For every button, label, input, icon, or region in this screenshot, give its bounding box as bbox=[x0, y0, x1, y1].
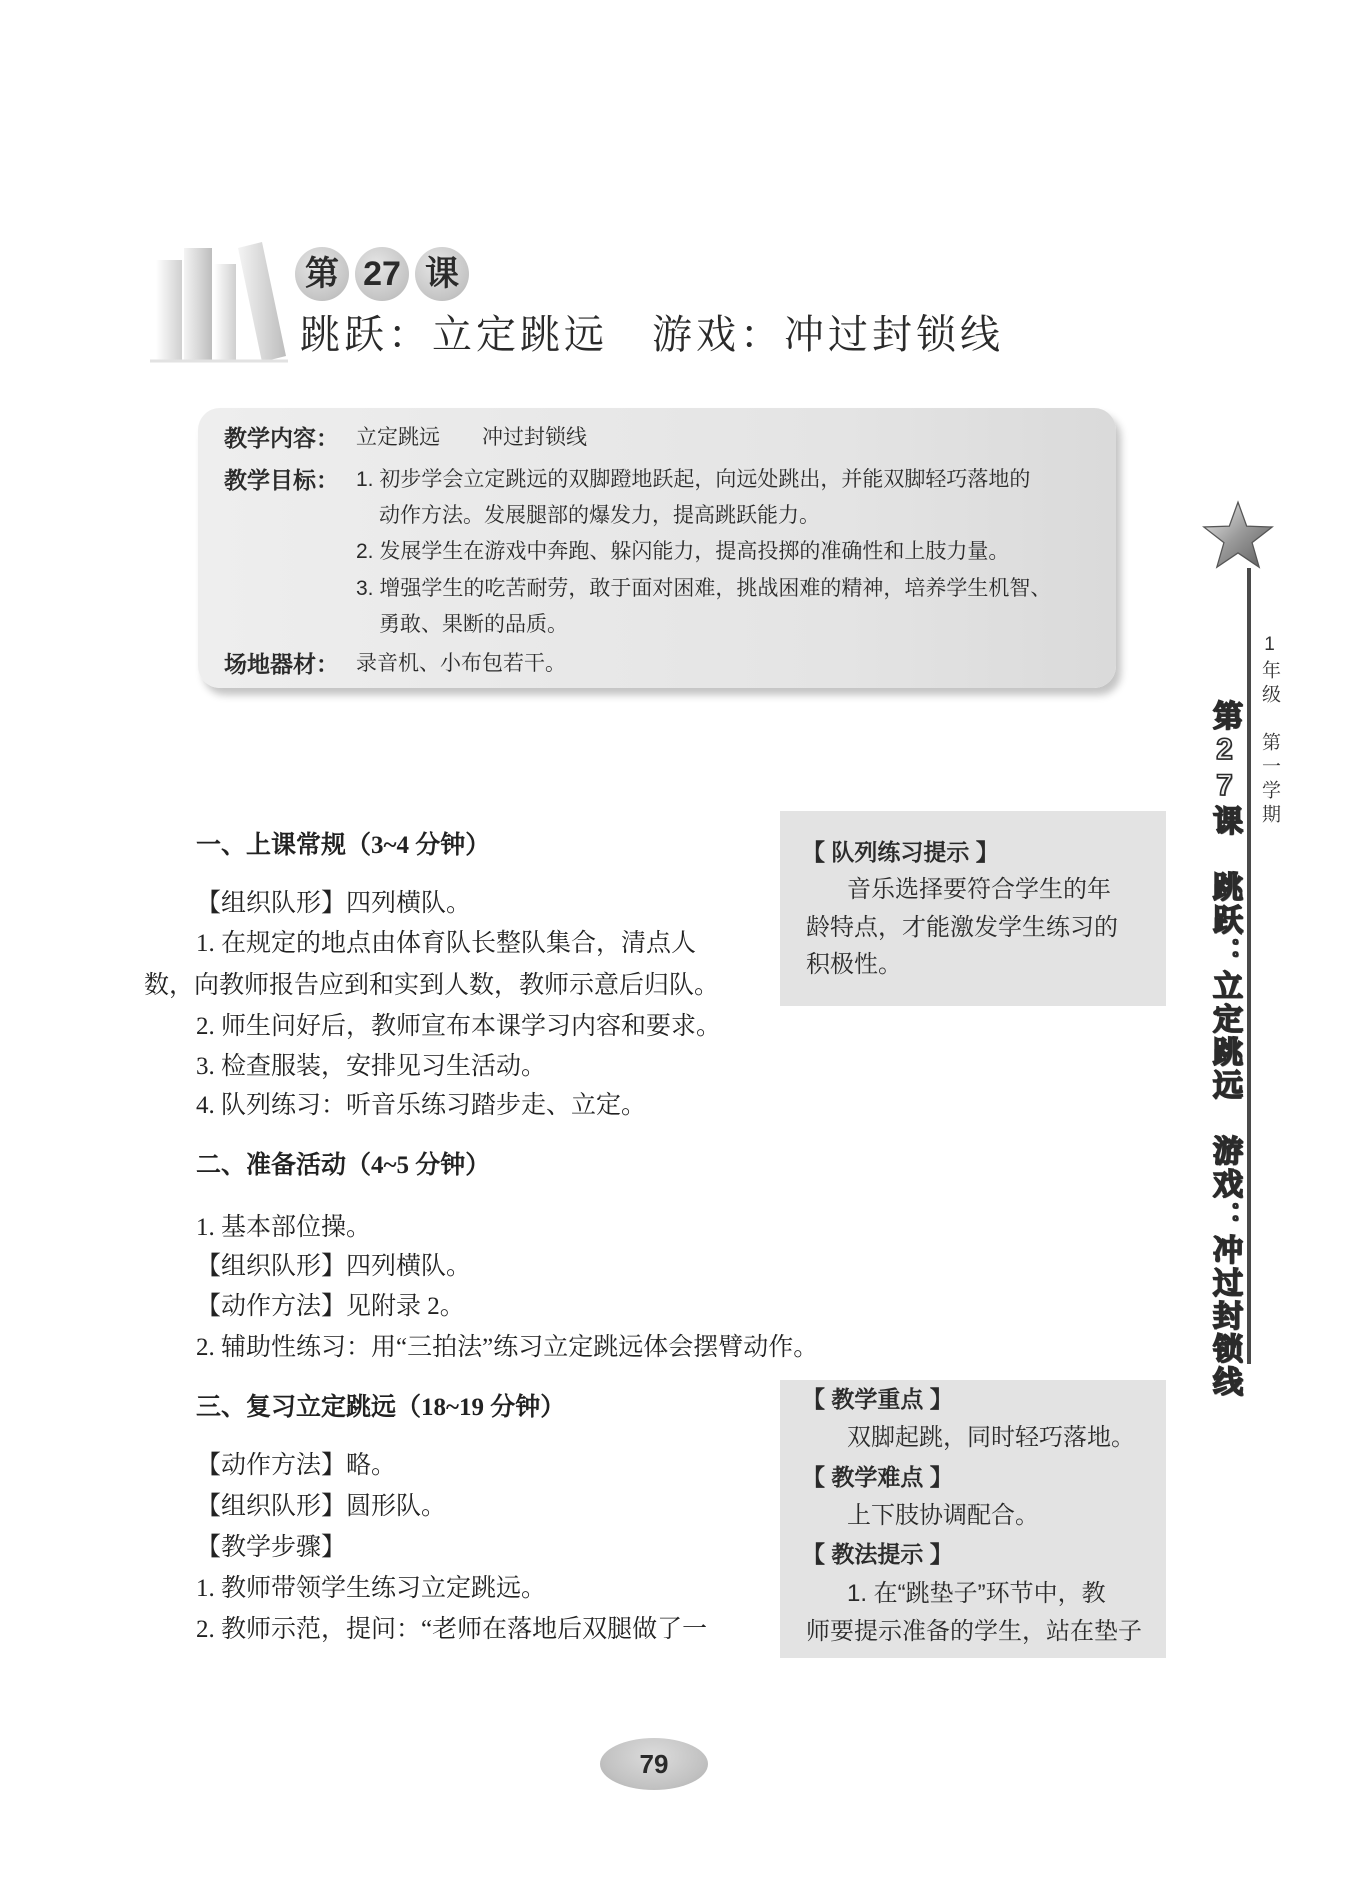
difficulty-text: 上下肢协调配合。 bbox=[847, 1502, 1039, 1529]
body-line: 【组织队形】圆形队。 bbox=[196, 1493, 447, 1520]
method-tip-line: 师要提示准备的学生，站在垫子 bbox=[806, 1618, 1142, 1645]
lesson-prefix: 第 bbox=[295, 247, 349, 301]
body-line: 1. 教师带领学生练习立定跳远。 bbox=[196, 1575, 547, 1602]
lesson-number: 27 bbox=[355, 247, 409, 301]
body-line: 4. 队列练习：听音乐练习踏步走、立定。 bbox=[196, 1092, 647, 1119]
body-line: 【动作方法】见附录 2。 bbox=[196, 1293, 465, 1320]
content-value: 立定跳远 冲过封锁线 bbox=[356, 426, 587, 449]
books-icon bbox=[150, 238, 290, 364]
difficulty-heading: 【 教学难点 】 bbox=[802, 1464, 953, 1490]
equipment-value: 录音机、小布包若干。 bbox=[356, 652, 566, 675]
body-line: 1. 基本部位操。 bbox=[196, 1214, 372, 1241]
body-line: 【教学步骤】 bbox=[196, 1534, 347, 1561]
goal-line: 动作方法。发展腿部的爆发力，提高跳跃能力。 bbox=[379, 504, 820, 527]
formation-tip-heading: 【 队列练习提示 】 bbox=[802, 839, 999, 865]
body-line: 数，向教师报告应到和实到人数，教师示意后归队。 bbox=[144, 972, 720, 999]
body-line: 1. 在规定的地点由体育队长整队集合，清点人 bbox=[196, 930, 697, 957]
body-line: 2. 教师示范，提问：“老师在落地后双腿做了一 bbox=[196, 1616, 708, 1643]
goal-line: 2. 发展学生在游戏中奔跑、躲闪能力，提高投掷的准确性和上肢力量。 bbox=[356, 540, 1010, 563]
key-point-heading: 【 教学重点 】 bbox=[802, 1386, 953, 1412]
body-line: 【动作方法】略。 bbox=[196, 1452, 397, 1479]
body-line: 【组织队形】四列横队。 bbox=[196, 890, 472, 917]
method-tip-heading: 【 教法提示 】 bbox=[802, 1541, 953, 1567]
method-tip-line: 1. 在“跳垫子”环节中，教 bbox=[847, 1580, 1106, 1607]
section-heading: 二、准备活动（4~5 分钟） bbox=[196, 1152, 491, 1179]
side-divider bbox=[1247, 568, 1251, 1364]
key-point-text: 双脚起跳，同时轻巧落地。 bbox=[847, 1424, 1135, 1451]
teaching-notes-box bbox=[780, 1380, 1166, 1658]
formation-tip-box bbox=[780, 811, 1166, 1006]
body-line: 3. 检查服装，安排见习生活动。 bbox=[196, 1053, 547, 1080]
goal-line: 勇敢、果断的品质。 bbox=[379, 613, 568, 636]
page-number: 79 bbox=[600, 1738, 708, 1790]
section-heading: 一、上课常规（3~4 分钟） bbox=[196, 832, 491, 859]
body-line: 2. 辅助性练习：用“三拍法”练习立定跳远体会摆臂动作。 bbox=[196, 1334, 819, 1361]
formation-tip-line: 龄特点，才能激发学生练习的 bbox=[806, 914, 1118, 941]
goals-label: 教学目标： bbox=[224, 467, 339, 493]
lesson-title: 跳跃：立定跳远 游戏：冲过封锁线 bbox=[300, 313, 1004, 357]
goal-line: 1. 初步学会立定跳远的双脚蹬地跃起，向远处跳出，并能双脚轻巧落地的 bbox=[356, 468, 1031, 491]
content-label: 教学内容： bbox=[224, 425, 339, 451]
goal-line: 3. 增强学生的吃苦耐劳，敢于面对困难，挑战困难的精神，培养学生机智、 bbox=[356, 577, 1052, 600]
side-grade-term: 1年级 第一学期 bbox=[1259, 634, 1280, 828]
equipment-label: 场地器材： bbox=[224, 651, 339, 677]
formation-tip-line: 积极性。 bbox=[806, 951, 902, 978]
body-line: 2. 师生问好后，教师宣布本课学习内容和要求。 bbox=[196, 1013, 722, 1040]
formation-tip-line: 音乐选择要符合学生的年 bbox=[847, 876, 1111, 903]
section-heading: 三、复习立定跳远（18~19 分钟） bbox=[196, 1394, 566, 1421]
side-lesson-title: 第27课 跳跃：立定跳远 游戏：冲过封锁线 bbox=[1208, 700, 1241, 1399]
lesson-suffix: 课 bbox=[415, 247, 469, 301]
star-icon bbox=[1202, 500, 1274, 572]
body-line: 【组织队形】四列横队。 bbox=[196, 1253, 472, 1280]
